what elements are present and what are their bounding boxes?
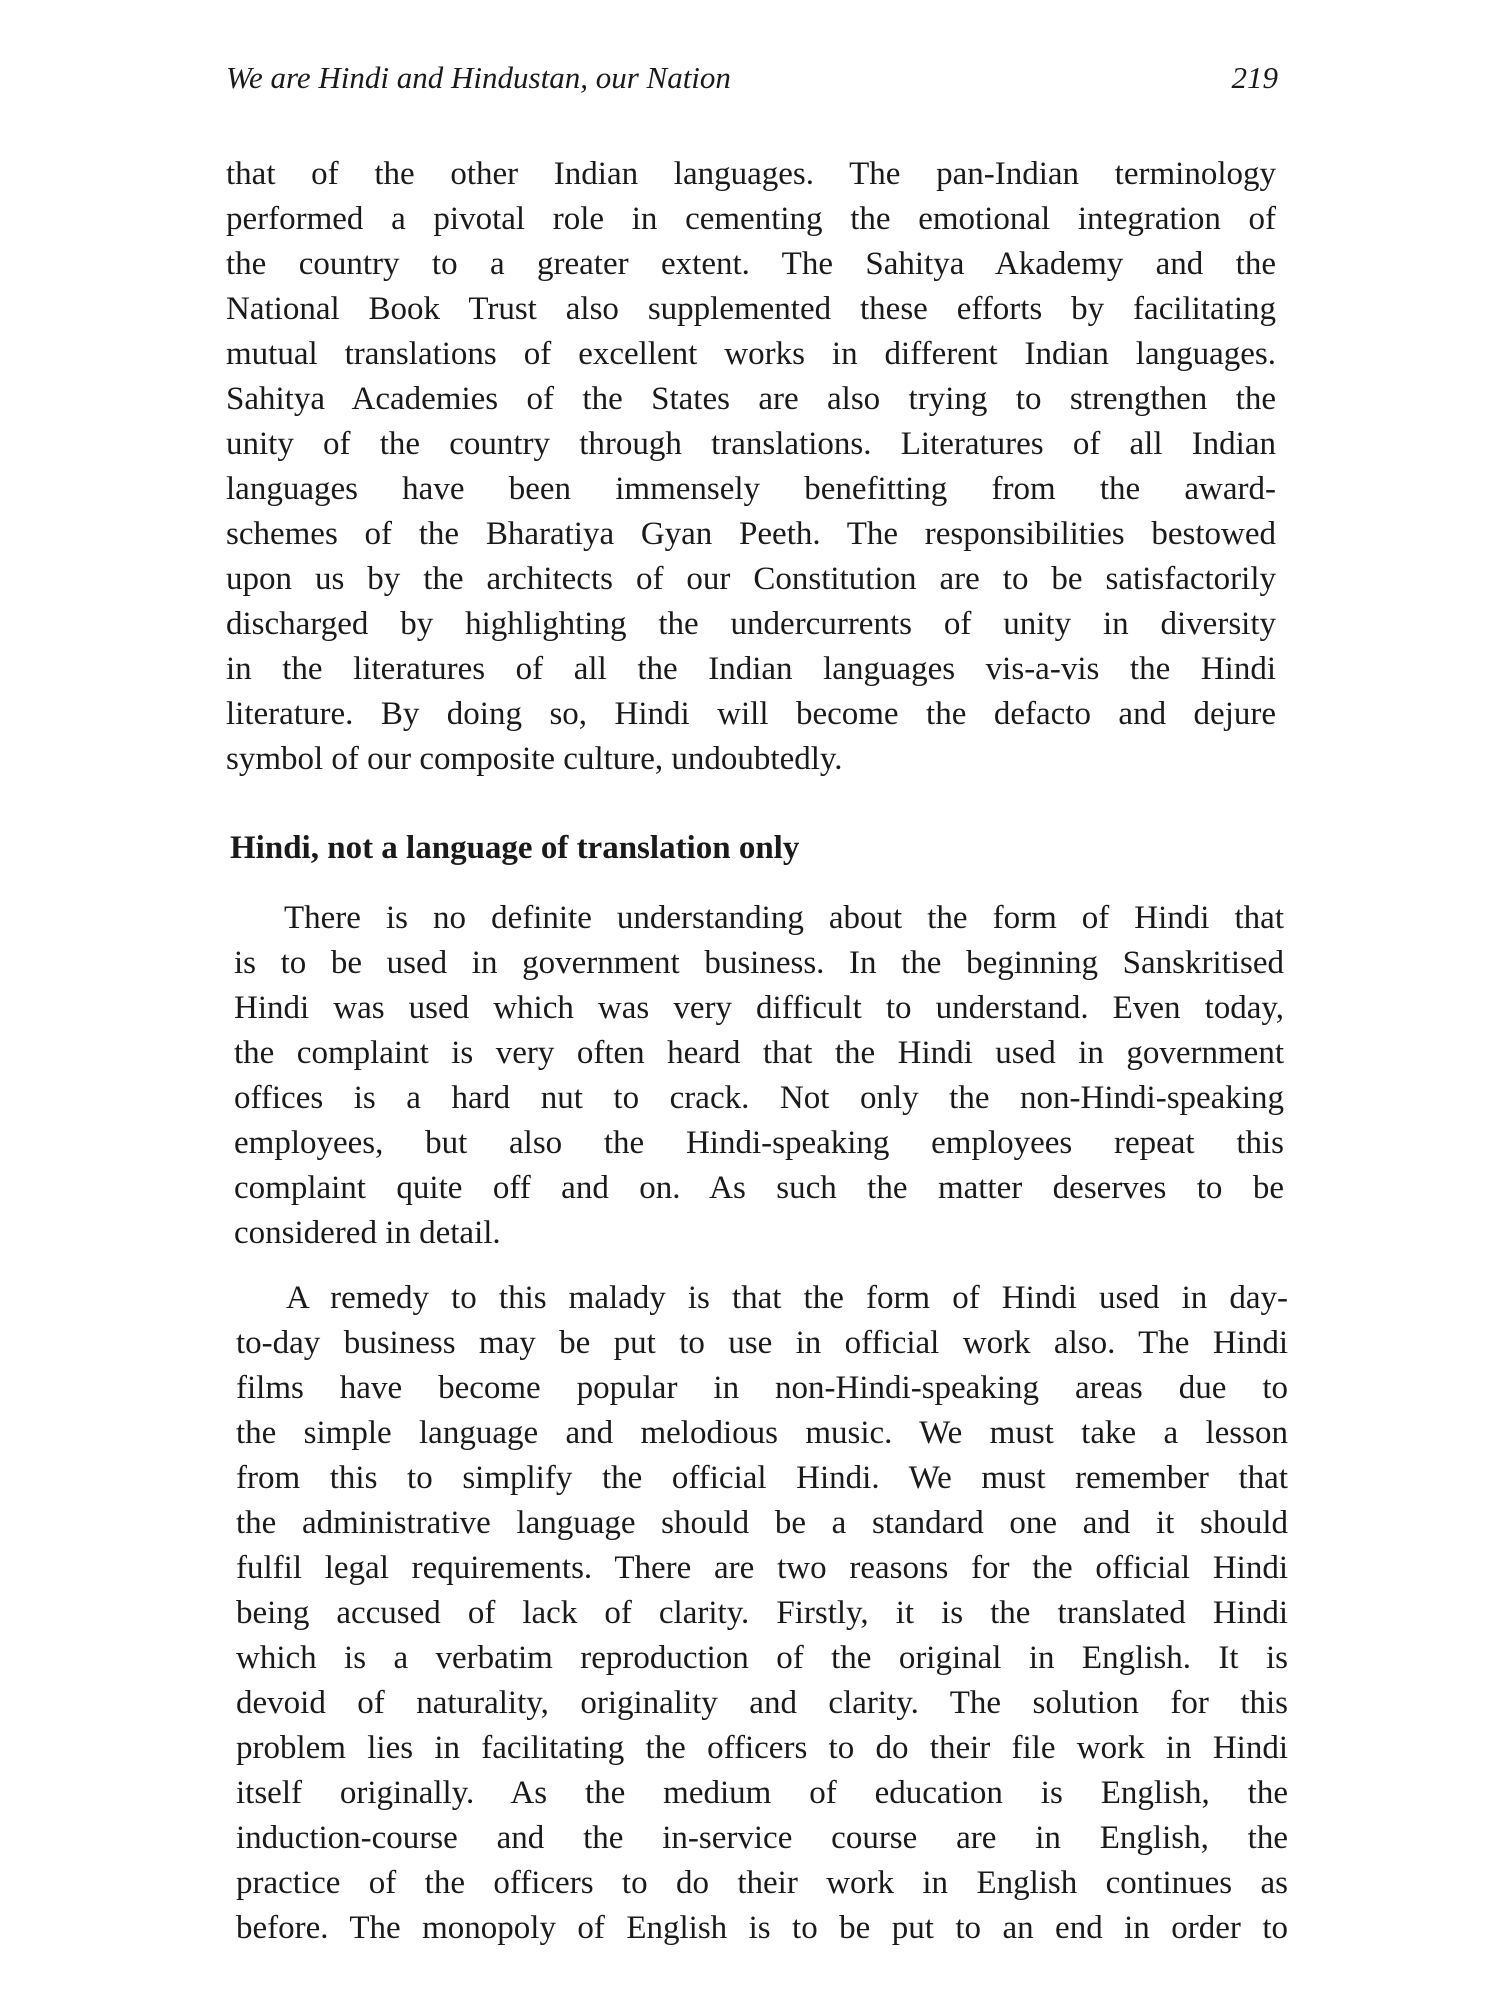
text-line: unity of the country through translations. Literatures of all Indian (226, 426, 1276, 462)
text-line: National Book Trust also supplemented these efforts by facilitating (226, 291, 1276, 327)
text-line: to-day business may be put to use in official work also. The Hindi (236, 1325, 1288, 1361)
text-line: the simple language and melodious music. We must take a lesson (236, 1415, 1288, 1451)
text-line: Sahitya Academies of the States are also trying to strengthen the (226, 381, 1276, 417)
text-line: which is a verbatim reproduction of the original in English. It is (236, 1640, 1288, 1676)
text-line: There is no definite understanding about the form of Hindi that (284, 900, 1284, 936)
text-line: that of the other Indian languages. The pan-Indian terminology (226, 156, 1276, 192)
text-line: employees, but also the Hindi-speaking employees repeat this (234, 1125, 1284, 1161)
text-line: in the literatures of all the Indian languages vis-a-vis the Hindi (226, 651, 1276, 687)
text-line: languages have been immensely benefitting from the award- (226, 471, 1276, 507)
section-heading: Hindi, not a language of translation only (230, 830, 800, 866)
running-title: We are Hindi and Hindustan, our Nation (226, 60, 731, 95)
text-line: devoid of naturality, originality and clarity. The solution for this (236, 1685, 1288, 1721)
text-line: offices is a hard nut to crack. Not only the non-Hindi-speaking (234, 1080, 1284, 1116)
text-line: complaint quite off and on. As such the matter deserves to be (234, 1170, 1284, 1206)
page-number: 219 (1231, 60, 1278, 95)
text-line: films have become popular in non-Hindi-speaking areas due to (236, 1370, 1288, 1406)
paragraph-2 (234, 896, 1284, 1256)
text-line: fulfil legal requirements. There are two reasons for the official Hindi (236, 1550, 1288, 1586)
paragraph-1 (226, 152, 1276, 782)
text-line: discharged by highlighting the undercurrents of unity in diversity (226, 606, 1276, 642)
text-line: itself originally. As the medium of education is English, the (236, 1775, 1288, 1811)
text-line: from this to simplify the official Hindi. We must remember that (236, 1460, 1288, 1496)
text-line: performed a pivotal role in cementing the emotional integration of (226, 201, 1276, 237)
text-line: symbol of our composite culture, undoubtedly. (226, 741, 843, 777)
text-line: literature. By doing so, Hindi will become the defacto and dejure (226, 696, 1276, 732)
text-line: is to be used in government business. In the beginning Sanskritised (234, 945, 1284, 981)
running-head (226, 56, 1278, 100)
text-line: being accused of lack of clarity. Firstly, it is the translated Hindi (236, 1595, 1288, 1631)
text-line: before. The monopoly of English is to be put to an end in order to (236, 1910, 1288, 1946)
text-line: mutual translations of excellent works in different Indian languages. (226, 336, 1276, 372)
text-line: Hindi was used which was very difficult to understand. Even today, (234, 990, 1284, 1026)
text-line: practice of the officers to do their work in English continues as (236, 1865, 1288, 1901)
text-line: the country to a greater extent. The Sahitya Akademy and the (226, 246, 1276, 282)
text-line: A remedy to this malady is that the form of Hindi used in day- (286, 1280, 1288, 1316)
text-line: induction-course and the in-service course are in English, the (236, 1820, 1288, 1856)
text-line: considered in detail. (234, 1215, 501, 1251)
text-line: the administrative language should be a standard one and it should (236, 1505, 1288, 1541)
text-line: upon us by the architects of our Constitution are to be satisfactorily (226, 561, 1276, 597)
text-line: schemes of the Bharatiya Gyan Peeth. The responsibilities bestowed (226, 516, 1276, 552)
text-line: the complaint is very often heard that the Hindi used in government (234, 1035, 1284, 1071)
text-line: problem lies in facilitating the officers to do their file work in Hindi (236, 1730, 1288, 1766)
paragraph-3 (236, 1276, 1288, 1951)
